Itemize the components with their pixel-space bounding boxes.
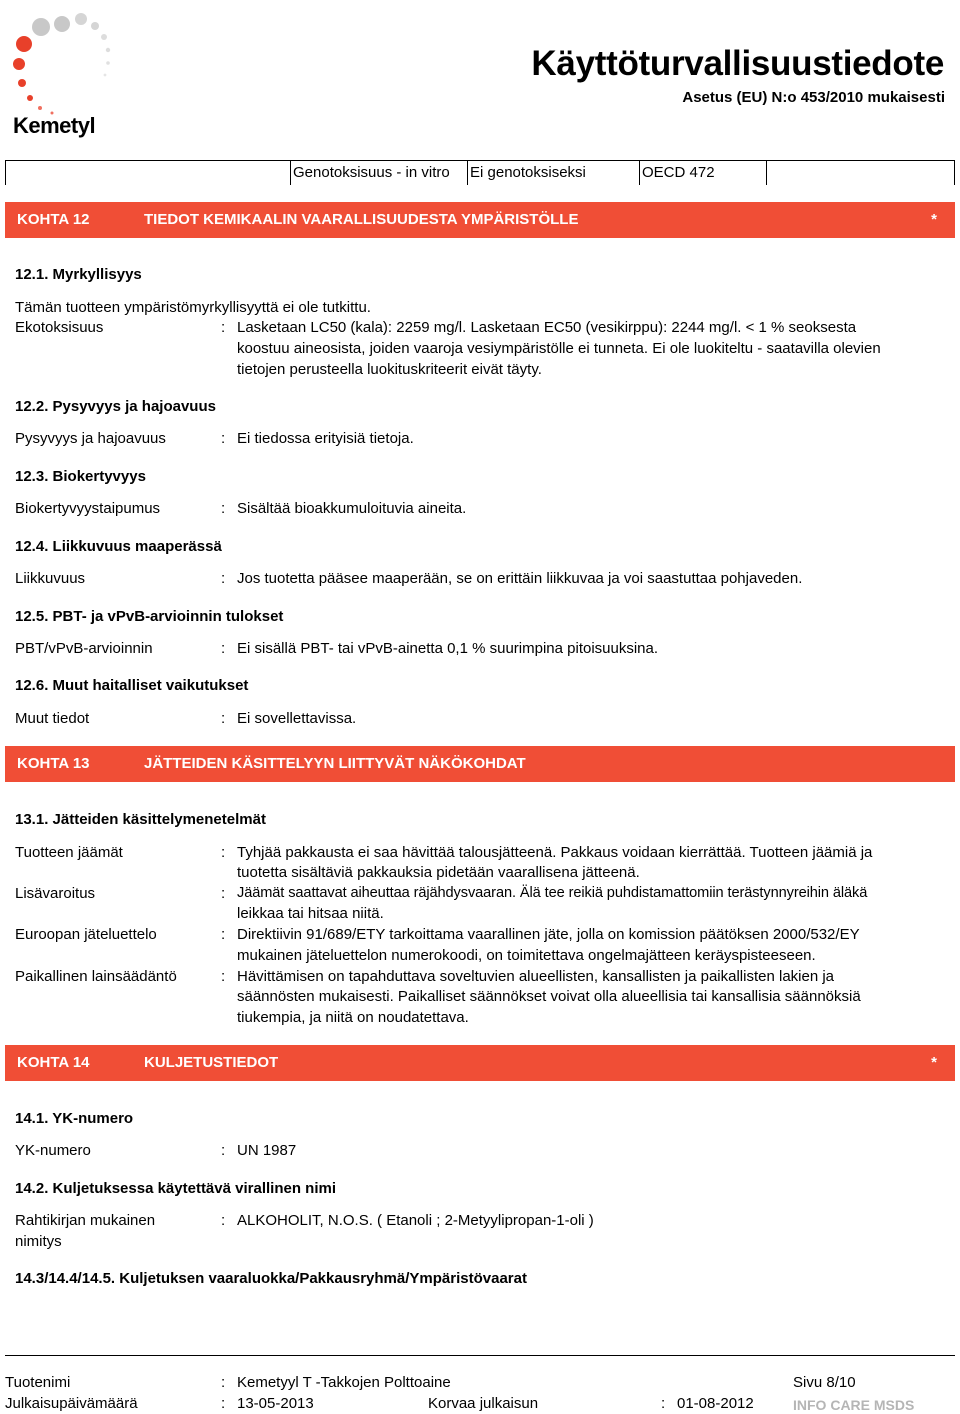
table-cell-method: OECD 472 — [642, 164, 715, 181]
subsection-heading: 12.2. Pysyvyys ja hajoavuus — [15, 398, 216, 415]
field-label: Liikkuvuus — [15, 570, 86, 587]
colon: : — [221, 500, 226, 517]
field-label: Tuotteen jäämät — [15, 844, 123, 861]
field-value: koostuu aineosista, joiden vaaroja vesiympäristölle ei tunneta. Ei ole luokiteltu - saatavilla olevien — [237, 340, 881, 357]
footer-replaces-label: Korvaa julkaisun — [428, 1395, 539, 1412]
field-label: Ekotoksisuus — [15, 319, 104, 336]
footer-replaces-value: 01-08-2012 — [677, 1395, 754, 1412]
colon: : — [221, 570, 226, 587]
document-title: Käyttöturvallisuustiedote — [531, 44, 944, 83]
section-number: KOHTA 12 — [17, 211, 90, 228]
section-title: KULJETUSTIEDOT — [144, 1054, 279, 1071]
subsection-heading: 13.1. Jätteiden käsittelymenetelmät — [15, 811, 266, 828]
colon: : — [221, 844, 226, 861]
section-number: KOHTA 13 — [17, 755, 90, 772]
section-number: KOHTA 14 — [17, 1054, 90, 1071]
field-value: mukainen jäteluettelon numerokoodi, on toimitettava ongelmajätteen keräyspisteeseen. — [237, 947, 816, 964]
field-label: Euroopan jäteluettelo — [15, 926, 157, 943]
subsection-heading: 12.5. PBT- ja vPvB-arvioinnin tulokset — [15, 608, 284, 625]
field-label: Rahtikirjan mukainen — [15, 1212, 156, 1229]
colon: : — [221, 319, 226, 336]
footer-date-label: Julkaisupäivämäärä — [5, 1395, 138, 1412]
subsection-heading: 14.1. YK-numero — [15, 1110, 134, 1127]
footer-date-value: 13-05-2013 — [237, 1395, 314, 1412]
footer-divider — [5, 1355, 955, 1356]
logo-wordmark: Kemetyl — [13, 113, 96, 138]
footer-product-value: Kemetyyl T -Takkojen Polttoaine — [237, 1374, 451, 1391]
toxicity-intro: Tämän tuotteen ympäristömyrkyllisyyttä ei ole tutkittu. — [15, 299, 371, 316]
colon: : — [221, 968, 226, 985]
field-value: Ei sisällä PBT- tai vPvB-ainetta 0,1 % suurimpina pitoisuuksina. — [237, 640, 659, 657]
colon: : — [661, 1395, 666, 1412]
field-value: UN 1987 — [237, 1142, 297, 1159]
footer-page-number: Sivu 8/10 — [793, 1374, 856, 1391]
colon: : — [221, 1212, 226, 1229]
colon: : — [221, 926, 226, 943]
field-value: tietojen perusteella luokituskriteerit eivät täyty. — [237, 361, 542, 378]
field-value: Hävittämisen on tapahduttava soveltuvien alueellisten, kansallisten ja paikallisten lakien ja — [237, 968, 835, 985]
revision-marker: * — [931, 1054, 937, 1071]
field-value: Direktiivin 91/689/ETY tarkoittama vaarallinen jäte, jolla on komission päätöksen 2000/532/EY — [237, 926, 860, 943]
field-value: Sisältää bioakkumuloituvia aineita. — [237, 500, 467, 517]
footer-product-label: Tuotenimi — [5, 1374, 71, 1391]
field-label: Paikallinen lainsäädäntö — [15, 968, 177, 985]
field-value: Lasketaan LC50 (kala): 2259 mg/l. Lasketaan EC50 (vesikirppu): 2244 mg/l. < 1 % seoksesta — [237, 319, 857, 336]
field-value: Ei sovellettavissa. — [237, 710, 357, 727]
colon: : — [221, 1374, 226, 1391]
field-value: tiukempia, ja niitä on noudatettava. — [237, 1009, 469, 1026]
subsection-heading: 12.6. Muut haitalliset vaikutukset — [15, 677, 249, 694]
subsection-heading: 14.2. Kuljetuksessa käytettävä virallinen nimi — [15, 1180, 336, 1197]
subsection-heading: 12.4. Liikkuvuus maaperässä — [15, 538, 222, 555]
field-value: leikkaa tai hitsaa niitä. — [237, 905, 384, 922]
colon: : — [221, 640, 226, 657]
revision-marker: * — [931, 211, 937, 228]
field-label: Biokertyvyystaipumus — [15, 500, 161, 517]
colon: : — [221, 710, 226, 727]
subsection-heading: 12.3. Biokertyvyys — [15, 468, 146, 485]
field-label: nimitys — [15, 1233, 62, 1250]
field-value: Jos tuotetta pääsee maaperään, se on erittäin liikkuvaa ja voi saastuttaa pohjaveden. — [237, 570, 803, 587]
field-label: Muut tiedot — [15, 710, 90, 727]
section-title: JÄTTEIDEN KÄSITTELYYN LIITTYVÄT NÄKÖKOHDAT — [144, 755, 526, 772]
field-value: ALKOHOLIT, N.O.S. ( Etanoli ; 2-Metyylipropan-1-oli ) — [237, 1212, 594, 1229]
colon: : — [221, 1395, 226, 1412]
colon: : — [221, 885, 226, 902]
field-label: YK-numero — [15, 1142, 91, 1159]
logo-dots-icon — [13, 13, 110, 115]
field-value: tuotetta sisältäviä pakkauksia pidetään vaarallisena jätteenä. — [237, 864, 640, 881]
field-value: Ei tiedossa erityisiä tietoja. — [237, 430, 414, 447]
table-cell-result: Ei genotoksiseksi — [470, 164, 586, 181]
document-subtitle: Asetus (EU) N:o 453/2010 mukaisesti — [682, 89, 945, 106]
subsection-heading: 14.3/14.4/14.5. Kuljetuksen vaaraluokka/Pakkausryhmä/Ympäristövaarat — [15, 1270, 527, 1287]
footer-brand: INFO CARE MSDS — [793, 1397, 915, 1413]
genotoxicity-table-row — [5, 160, 955, 184]
field-value: Tyhjää pakkausta ei saa hävittää talousjätteenä. Pakkaus voidaan kierrättää. Tuotteen jäämiä ja — [237, 844, 873, 861]
field-value: säännösten mukaisesti. Paikalliset säännökset voivat olla alueellisia tai kansallisia säännöksiä — [237, 988, 861, 1005]
colon: : — [221, 1142, 226, 1159]
section-title: TIEDOT KEMIKAALIN VAARALLISUUDESTA YMPÄRISTÖLLE — [144, 211, 579, 228]
section-14-header — [5, 1045, 955, 1081]
field-value: Jäämät saattavat aiheuttaa räjähdysvaaran. Älä tee reikiä puhdistamattomiin terästynnyreihin äläkä — [237, 885, 868, 901]
field-label: PBT/vPvB-arvioinnin — [15, 640, 153, 657]
colon: : — [221, 430, 226, 447]
section-13-header — [5, 746, 955, 782]
table-cell-test: Genotoksisuus - in vitro — [293, 164, 450, 181]
subsection-heading: 12.1. Myrkyllisyys — [15, 266, 142, 283]
field-label: Pysyvyys ja hajoavuus — [15, 430, 166, 447]
field-label: Lisävaroitus — [15, 885, 96, 902]
section-12-header — [5, 202, 955, 238]
